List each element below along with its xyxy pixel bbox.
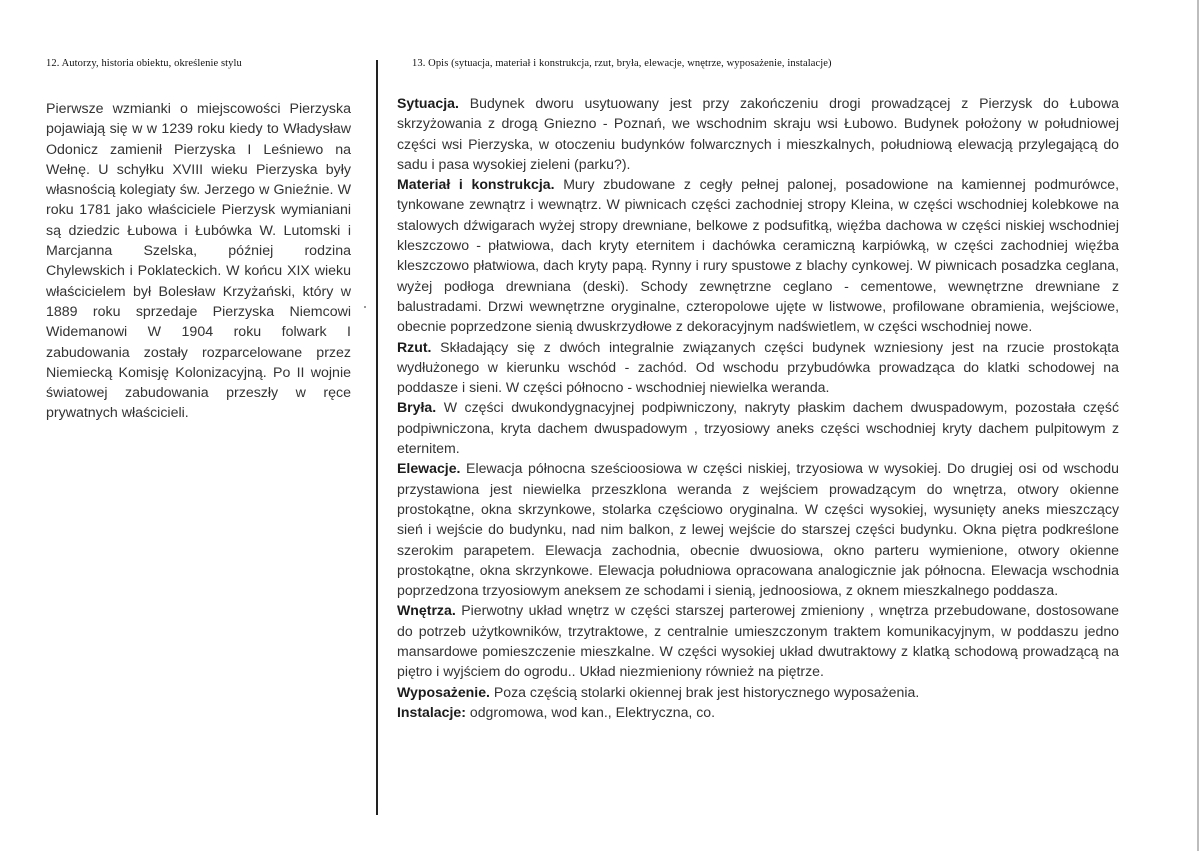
- section-heading: Elewacje.: [397, 460, 461, 477]
- section-body: Budynek dworu usytuowany jest przy zakończeniu drogi prowadzącej z Pierzysk do Łubowa skrzyżowania z drogą Gniezno - Poznań, we wschodnim skraju wsi Łubowo. Budynek położony w południowej części wsi Pierzyska, w otoczeniu budynków folwarcznych i mieszkalnych, południową elewacją przylegającą do sadu i pasa wysokiej zieleni (parku?).: [397, 95, 1119, 172]
- section-heading: Bryła.: [397, 399, 437, 416]
- section-body: Pierwotny układ wnętrz w części starszej parterowej zmieniony , wnętrza przebudowane, dostosowane do potrzeb użytkowników, trzytraktowe, z centralnie umieszczonym traktem komunikacyjnym, w poddaszu jedno mansardowe pomieszczenie mieszkalne. W części wysokiej układ dwutraktowy z klatką schodową prowadzącą na piętro i wyjściem do ogrodu.. Układ niezmieniony również na piętrze.: [397, 602, 1119, 680]
- section-material: [397, 174, 1119, 336]
- section-plan: [397, 337, 1119, 398]
- section-equipment: [397, 682, 1119, 702]
- section-heading: Sytuacja.: [397, 95, 459, 111]
- left-column-header: 12. Autorzy, historia obiektu, określenie stylu: [46, 58, 242, 69]
- section-heading: Wnętrza.: [397, 602, 456, 619]
- section-heading: Wyposażenie.: [397, 683, 490, 700]
- section-massing: [397, 397, 1119, 458]
- section-elevations: [397, 458, 1119, 600]
- description-text: [397, 93, 1119, 722]
- section-body: Poza częścią stolarki okiennej brak jest historycznego wyposażenia.: [493, 683, 920, 700]
- section-heading: Rzut.: [397, 338, 432, 355]
- section-body: W części dwukondygnacyjnej podpiwniczony, nakryty płaskim dachem dwuspadowym, pozostała część podpiwniczona, kryta dachem dwuspadowym , trzyosiowy aneks części wschodniej kryty dachem pulpitowym z eternitem.: [397, 399, 1119, 457]
- section-body: Mury zbudowane z cegły pełnej palonej, posadowione na kamiennej podmurówce, tynkowane zewnątrz i wewnątrz. W piwnicach części zachodniej stropy Kleina, w części wschodniej kolebkowe na stalowych dźwigarach wyżej stropy drewniane, belkowe z podsufitką, więźba dachowa w części niskiej wschodniej kleszczowo - płatwiowa, dach kryty eternitem i dachówka ceramiczną karpiówką, w części zachodniej więźba kleszczowo płatwiowa, dach kryty papą. Rynny i rury spustowe z blachy cynkowej. W piwnicach posadzka ceglana, wyżej podłoga drewniana (deski). Schody zewnętrzne ceglano - cementowe, wewnętrzne drewniane z balustradami. Drzwi wewnętrzne oryginalne, czteropolowe ujęte w listwowe, profilowane obramienia, wejściowe, obecnie poprzedzone sienią dwuskrzydłowe z dekoracyjnym nadświetlem, w części wschodniej nowe.: [397, 176, 1120, 335]
- section-interiors: [397, 600, 1119, 681]
- right-column-header: 13. Opis (sytuacja, materiał i konstrukcja, rzut, bryła, elewacje, wnętrze, wyposażenie, instalacje): [412, 58, 832, 69]
- section-body: Elewacja północna sześcioosiowa w części niskiej, trzyosiowa w wysokiej. Do drugiej osi od wschodu przystawiona jest niewielka przeszklona weranda z wejściem prowadzącym do wnętrza, otwory okienne prostokątne, okna skrzynkowe, stolarka częściowo oryginalna. W części wysokiej, wysunięty aneks mieszczący sień i wejście do budynku, nad nim balkon, z lewej wejście do starszej części budynku. Okna piętra podkreślone szerokim parapetem. Elewacja zachodnia, obecnie dwuosiowa, okno parteru wymienione, otwory okienne prostokątne, okna skrzynkowe. Elewacja południowa opracowana analogicznie jak północna. Elewacja wschodnia poprzedzona trzyosiowym aneksem ze schodami i sienią, jednoosiowa, z oknem mieszkalnego poddasza.: [397, 460, 1119, 599]
- column-divider: [376, 60, 378, 815]
- section-body: Składający się z dwóch integralnie związanych części budynek wzniesiony jest na rzucie prostokąta wydłużonego w kierunku wschód - zachód. Od wschodu przybudówka prowadząca do klatki schodowej na poddasze i sieni. W części północno - wschodniej niewielka weranda.: [397, 338, 1119, 396]
- section-heading: Instalacje:: [397, 703, 466, 720]
- section-body: odgromowa, wod kan., Elektryczna, co.: [469, 703, 716, 720]
- section-situation: [397, 93, 1119, 174]
- section-heading: Materiał i konstrukcja.: [397, 176, 555, 193]
- history-text: Pierwsze wzmianki o miejscowości Pierzyska pojawiają się w w 1239 roku kiedy to Władysław Odonicz zamienił Pierzyska I Leśniewo na Wełnę. U schyłku XVIII wieku Pierzyska były własnością kolegiaty św. Jerzego w Gnieźnie. W roku 1781 jako właściciele Pierzysk wymianiani są dziedzic Łubowa i Łubówka W. Lutomski i Marcjanna Szelska, później rodzina Chylewskich i Poklateckich. W końcu XIX wieku właścicielem był Bolesław Krzyżański, który w 1889 roku sprzedaje Pierzyska Niemcowi Widemanowi W 1904 roku folwark I zabudowania zostały rozparcelowane przez Niemiecką Komisję Kolonizacyjną. Po II wojnie światowej zabudowania przeszły w ręce prywatnych właścicieli.: [46, 101, 351, 422]
- section-installations: [397, 702, 1119, 722]
- scan-speck: [364, 306, 366, 308]
